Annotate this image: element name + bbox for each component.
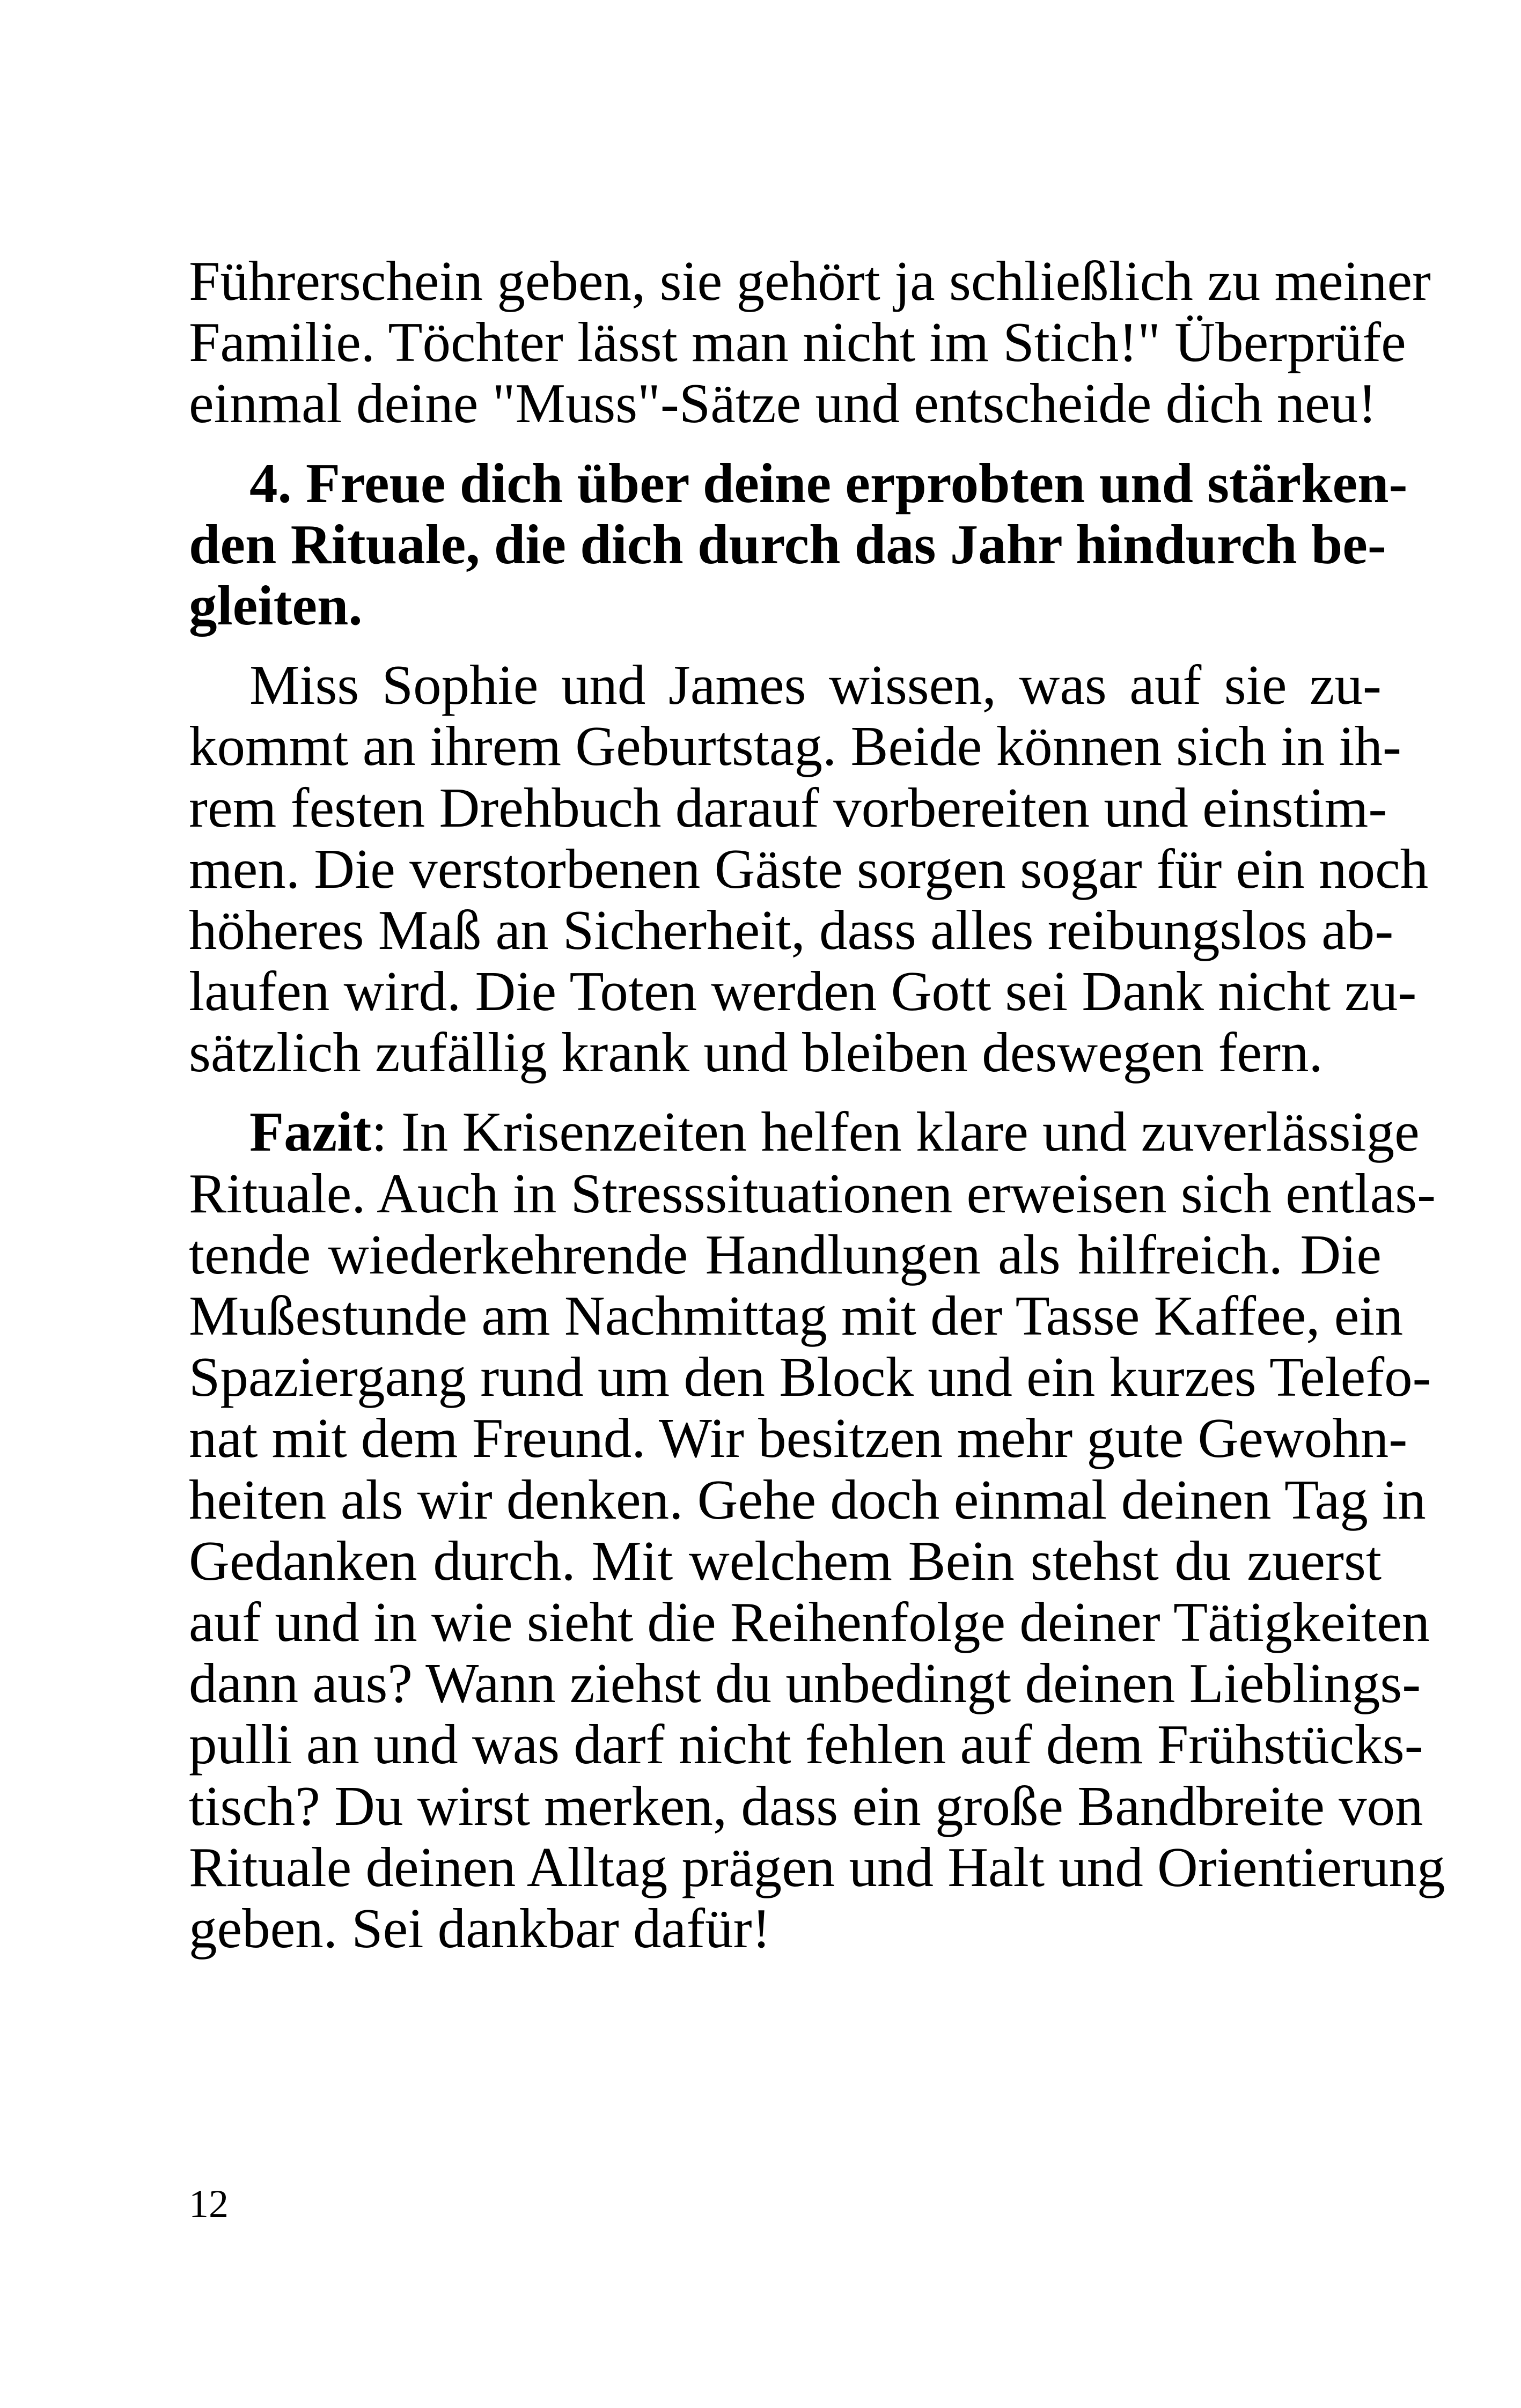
text-line: sätzlich zufällig krank und bleiben deswegen fern. bbox=[189, 1021, 1323, 1084]
text-line: Gedanken durch. Mit welchem Bein stehst du zuerst bbox=[189, 1529, 1382, 1592]
conclusion-first-line bbox=[189, 1100, 1420, 1164]
text-line: tende wiederkehrende Handlungen als hilfreich. Die bbox=[189, 1223, 1382, 1286]
text-line: Mußestunde am Nachmittag mit der Tasse Kaffee, ein bbox=[189, 1284, 1404, 1347]
text-line: laufen wird. Die Toten werden Gott sei Dank nicht zu- bbox=[189, 960, 1417, 1023]
conclusion-paragraph bbox=[189, 1100, 1445, 1960]
body-paragraph bbox=[189, 653, 1429, 1084]
text-line: nat mit dem Freund. Wir besitzen mehr gute Gewohn- bbox=[189, 1406, 1408, 1470]
section-heading bbox=[189, 451, 1408, 637]
intro-paragraph bbox=[189, 249, 1431, 435]
text-line: Führerschein geben, sie gehört ja schließlich zu meiner bbox=[189, 249, 1431, 312]
text-line: dann aus? Wann ziehst du unbedingt deinen Lieblings- bbox=[189, 1652, 1421, 1715]
paragraph-gap bbox=[189, 636, 1382, 654]
text-line: geben. Sei dankbar dafür! bbox=[189, 1896, 771, 1960]
text-line: heiten als wir denken. Gehe doch einmal deinen Tag in bbox=[189, 1468, 1426, 1531]
text-line: Familie. Töchter lässt man nicht im Stich!" Überprüfe bbox=[189, 311, 1406, 374]
heading-line: den Rituale, die dich durch das Jahr hindurch be- bbox=[189, 512, 1386, 576]
paragraph-gap bbox=[189, 1083, 1382, 1101]
text-line: einmal deine "Muss"-Sätze und entscheide dich neu! bbox=[189, 372, 1377, 435]
conclusion-first-line-text: : In Krisenzeiten helfen klare und zuverlässige bbox=[371, 1100, 1420, 1164]
text-line: Rituale deinen Alltag prägen und Halt und Orientierung bbox=[189, 1835, 1445, 1898]
conclusion-label: Fazit bbox=[249, 1100, 372, 1164]
heading-line: gleiten. bbox=[189, 573, 363, 637]
text-line: rem festen Drehbuch darauf vorbereiten und einstim- bbox=[189, 776, 1387, 839]
text-line: Miss Sophie und James wissen, was auf sie zu- bbox=[249, 653, 1382, 717]
text-line: tisch? Du wirst merken, dass ein große Bandbreite von bbox=[189, 1774, 1423, 1837]
page-text-block bbox=[189, 249, 1445, 1960]
heading-line: 4. Freue dich über deine erprobten und stärken- bbox=[249, 451, 1408, 514]
text-line: auf und in wie sieht die Reihenfolge deiner Tätigkeiten bbox=[189, 1590, 1430, 1653]
paragraph-gap bbox=[189, 435, 1382, 453]
text-line: pulli an und was darf nicht fehlen auf dem Frühstücks- bbox=[189, 1713, 1423, 1776]
text-line: Spaziergang rund um den Block und ein kurzes Telefo- bbox=[189, 1345, 1431, 1409]
page-number: 12 bbox=[189, 2182, 229, 2226]
text-line: Rituale. Auch in Stresssituationen erweisen sich entlas- bbox=[189, 1161, 1436, 1225]
text-line: kommt an ihrem Geburtstag. Beide können sich in ih- bbox=[189, 715, 1401, 778]
text-line: men. Die verstorbenen Gäste sorgen sogar für ein noch bbox=[189, 837, 1429, 900]
text-line: höheres Maß an Sicherheit, dass alles reibungslos ab- bbox=[189, 898, 1394, 961]
